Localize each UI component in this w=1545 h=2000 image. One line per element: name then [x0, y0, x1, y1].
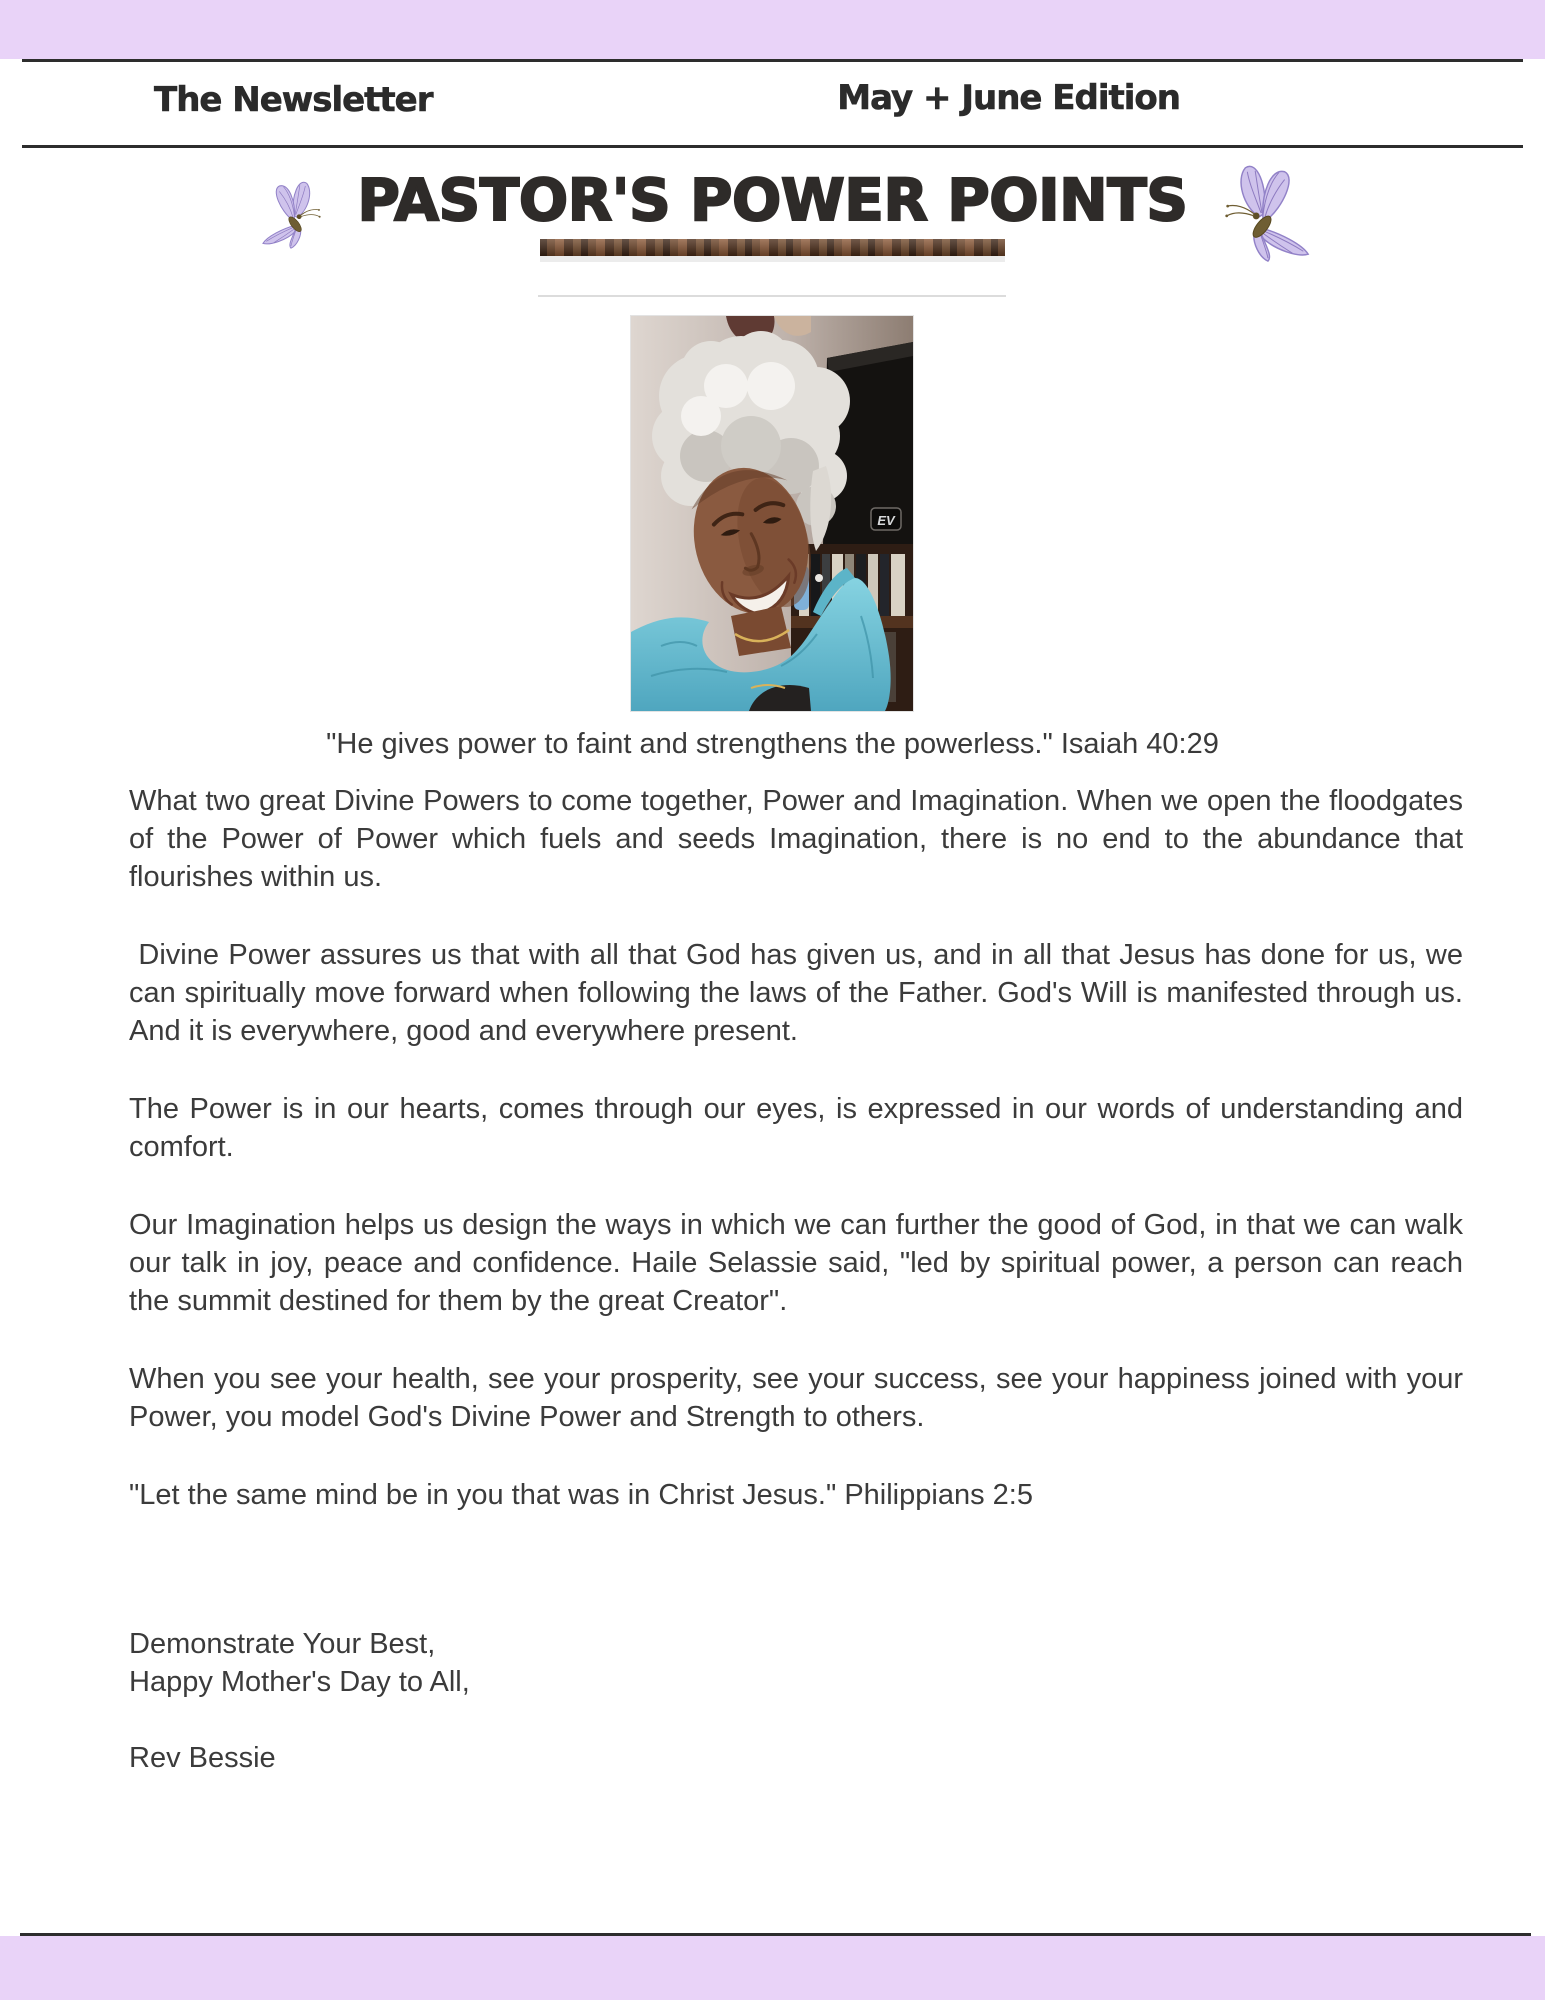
- bottom-lavender-band: [0, 1936, 1545, 2000]
- signature: Rev Bessie: [129, 1742, 276, 1774]
- edition-label: May + June Edition: [837, 78, 1180, 118]
- page-title: PASTOR'S POWER POINTS: [357, 166, 1188, 234]
- article-body: [129, 782, 1463, 1554]
- thin-divider-line: [538, 295, 1006, 297]
- speaker-logo: EV: [877, 513, 895, 528]
- butterfly-icon: [1206, 158, 1324, 266]
- top-lavender-band: [0, 0, 1545, 59]
- closing-line: Demonstrate Your Best,: [129, 1628, 436, 1660]
- article-paragraph: When you see your health, see your prosperity, see your success, see your happiness joined with your Power, you model God's Divine Power and Strength to others.: [129, 1363, 1463, 1433]
- wood-divider: [540, 239, 1005, 256]
- newsletter-name: The Newsletter: [154, 80, 433, 120]
- closing-line: Happy Mother's Day to All,: [129, 1666, 470, 1698]
- header-top-rule: [22, 59, 1523, 62]
- scripture-quote: "He gives power to faint and strengthens the powerless." Isaiah 40:29: [326, 728, 1219, 760]
- wood-divider-shadow: [540, 256, 1005, 262]
- closing-block: [129, 1625, 1029, 1777]
- article-paragraph: Our Imagination helps us design the ways in which we can further the good of God, in that we can walk our talk in joy, peace and confidence. Haile Selassie said, "led by spiritual power, a person can reach the summit destined for them by the great Creator".: [129, 1209, 1463, 1317]
- article-paragraph: The Power is in our hearts, comes through our eyes, is expressed in our words of understanding and comfort.: [129, 1093, 1463, 1163]
- earring: [815, 574, 823, 582]
- article-paragraph: "Let the same mind be in you that was in Christ Jesus." Philippians 2:5: [129, 1479, 1033, 1511]
- header-bottom-rule: [22, 145, 1523, 148]
- article-paragraph: What two great Divine Powers to come together, Power and Imagination. When we open the floodgates of the Power of Power which fuels and seeds Imagination, there is no end to the abundance that flourishes within us.: [129, 785, 1463, 893]
- pastor-photo: [630, 315, 914, 712]
- article-paragraph: Divine Power assures us that with all that God has given us, and in all that Jesus has done for us, we can spiritually move forward when following the laws of the Father. God's Will is manifested through us. And it is everywhere, good and everywhere present.: [129, 939, 1463, 1047]
